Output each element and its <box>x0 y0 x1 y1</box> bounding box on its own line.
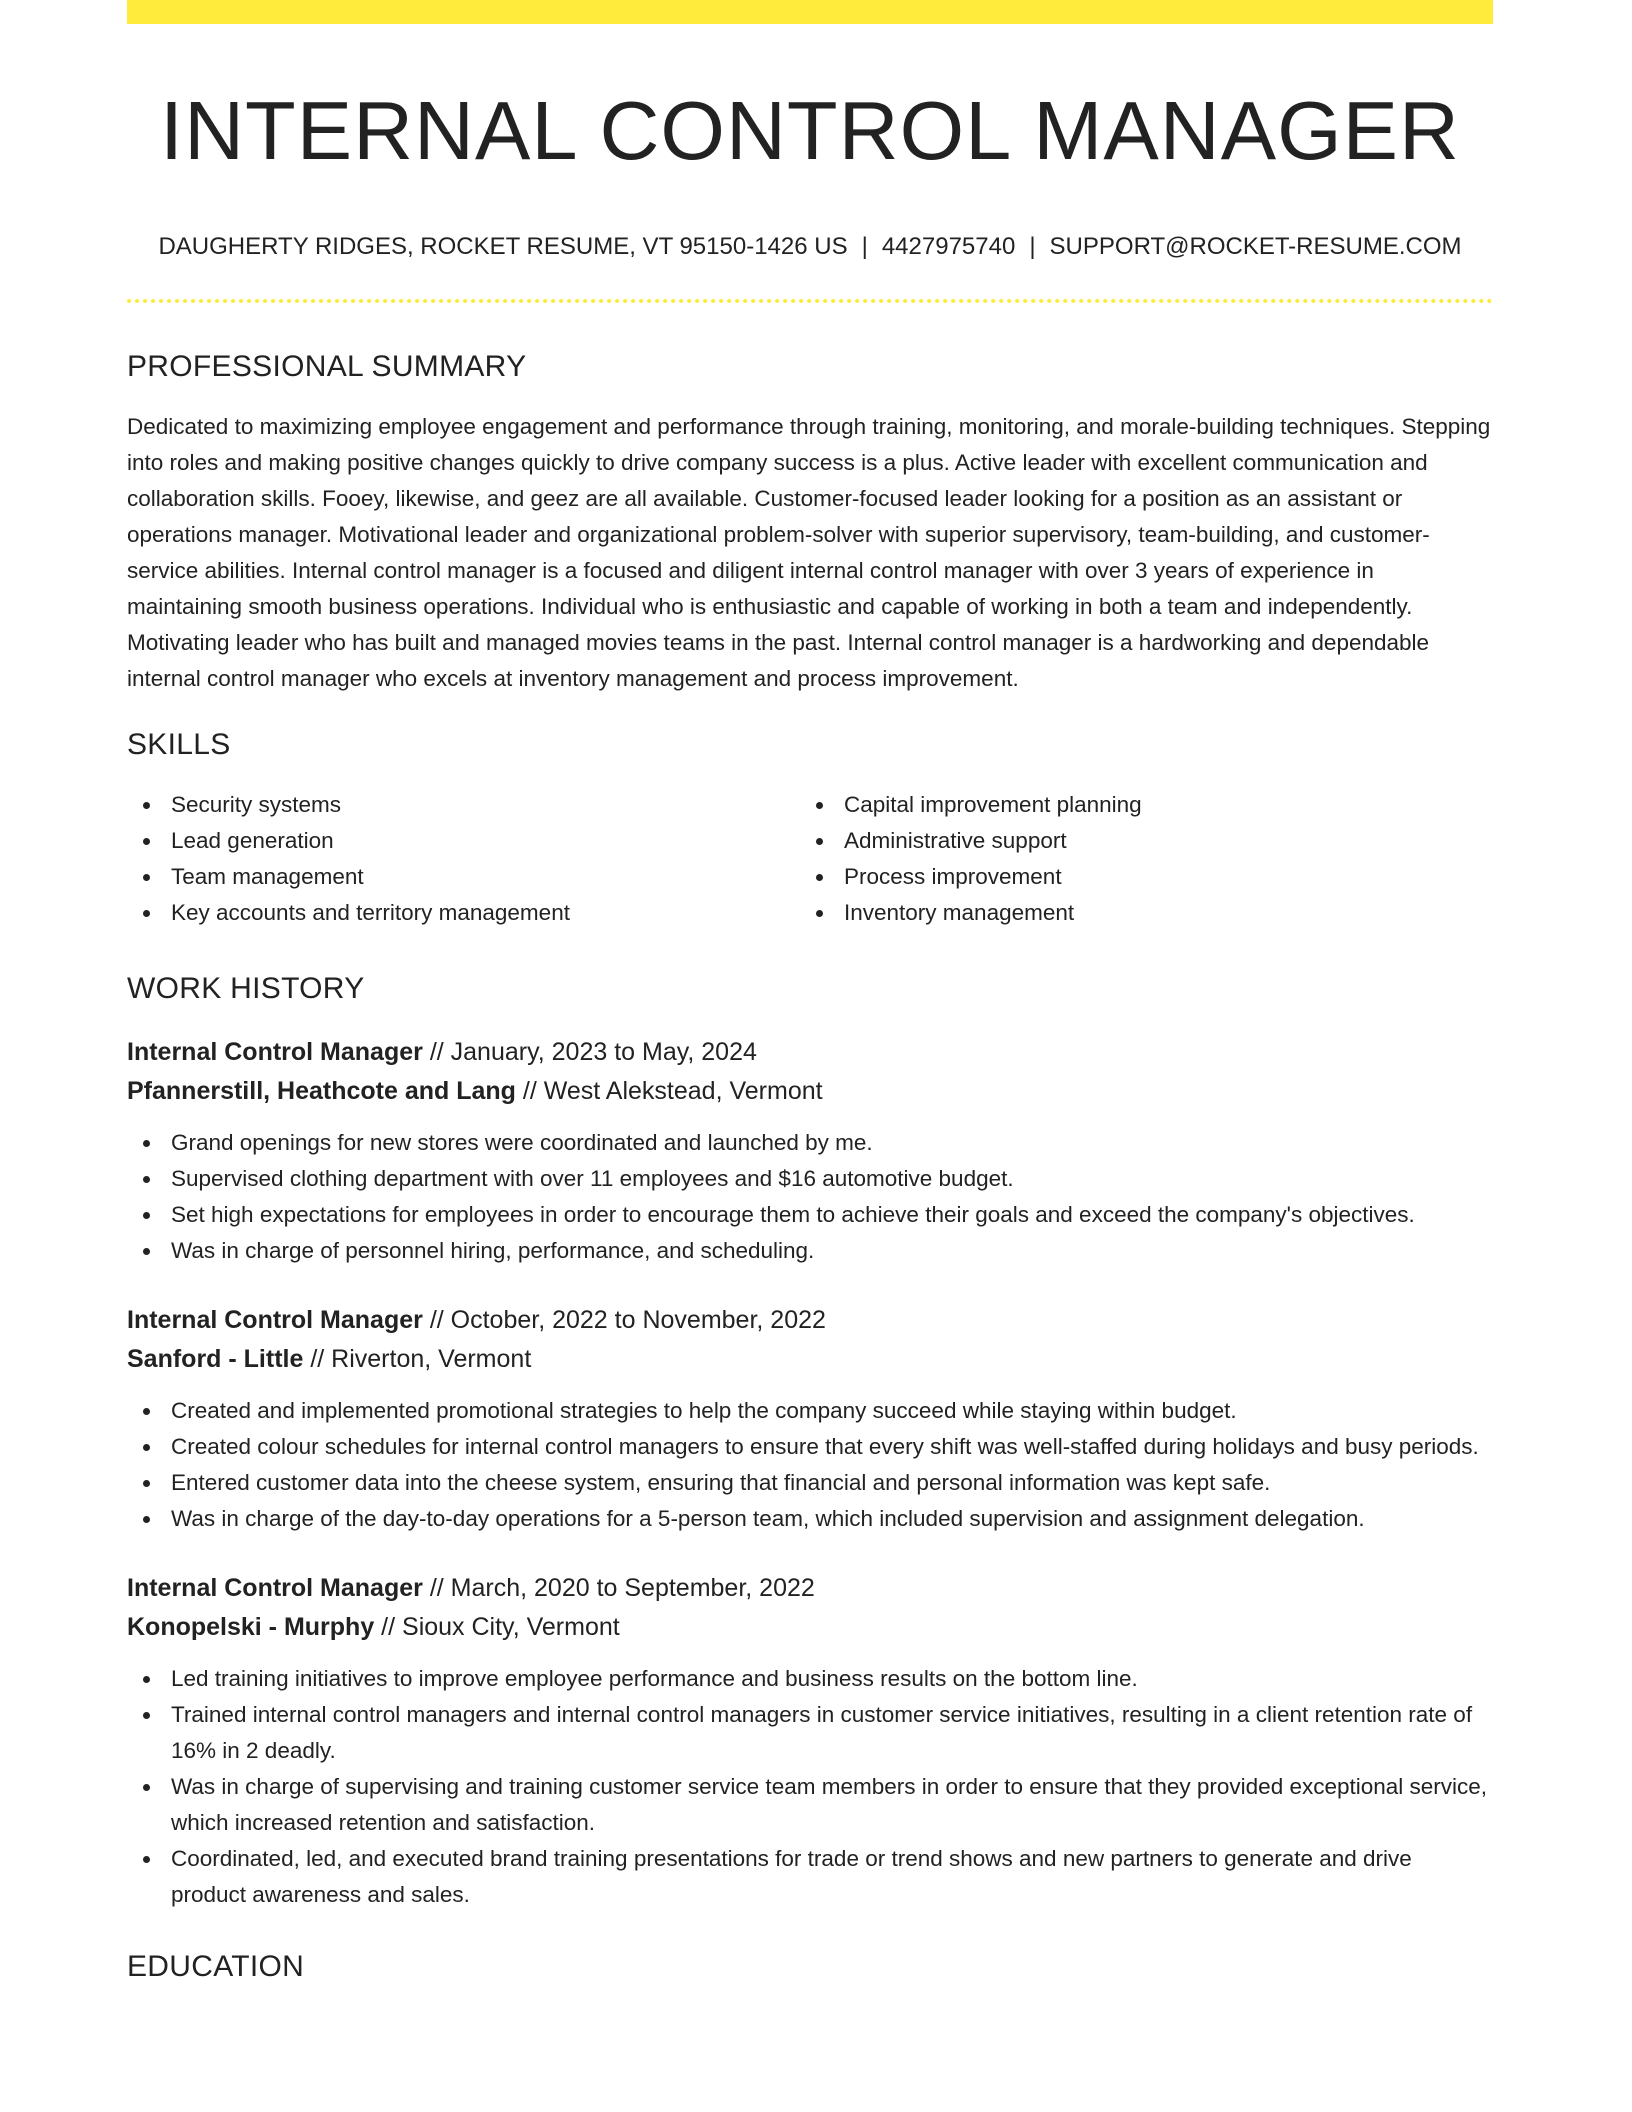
job-duty: Supervised clothing department with over 11 employees and $16 automotive budget. <box>127 1161 1493 1197</box>
job-duty: Coordinated, led, and executed brand training presentations for trade or trend shows and new partners to generate and drive product awareness and sales. <box>127 1841 1493 1913</box>
job-location: // Riverton, Vermont <box>303 1345 532 1373</box>
job-title-line <box>127 1033 1493 1072</box>
resume-page <box>127 0 1493 1987</box>
skill-item: Team management <box>127 859 800 895</box>
education-heading: EDUCATION <box>127 1950 305 1983</box>
accent-top-bar <box>127 0 1493 24</box>
contact-phone: 4427975740 <box>881 233 1016 260</box>
contact-line <box>127 231 1493 263</box>
job-company: Pfannerstill, Heathcote and Lang <box>127 1077 516 1105</box>
job-dates: // March, 2020 to September, 2022 <box>422 1574 815 1602</box>
skills-column-left <box>127 787 800 931</box>
contact-separator: | <box>861 233 868 260</box>
job-title-line <box>127 1301 1493 1340</box>
job-duty: Created colour schedules for internal control managers to ensure that every shift was well-staffed during holidays and busy periods. <box>127 1429 1493 1465</box>
job-company: Konopelski - Murphy <box>127 1613 375 1641</box>
contact-address: DAUGHERTY RIDGES, ROCKET RESUME, VT 95150-1426 US <box>158 233 848 260</box>
skills-list <box>127 787 1493 931</box>
skills-column-right <box>800 787 1473 931</box>
job-duty: Created and implemented promotional strategies to help the company succeed while staying within budget. <box>127 1393 1493 1429</box>
skill-item: Capital improvement planning <box>800 787 1473 823</box>
job-duty: Trained internal control managers and internal control managers in customer service initiatives, resulting in a client retention rate of 16% in 2 deadly. <box>127 1697 1493 1769</box>
job-location: // West Alekstead, Vermont <box>515 1077 823 1105</box>
job-duty: Was in charge of supervising and training customer service team members in order to ensure that they provided exceptional service, which increased retention and satisfaction. <box>127 1769 1493 1841</box>
job-title: Internal Control Manager <box>127 1574 423 1602</box>
job-company-line <box>127 1608 1493 1647</box>
contact-separator: | <box>1029 233 1036 260</box>
summary-text: Dedicated to maximizing employee engagement and performance through training, monitoring, and morale-building techniques. Stepping into roles and making positive changes quickly to drive company success is a plus. Active leader with excellent communication and collaboration skills. Fooey, likewise, and geez are all available. Customer-focused leader looking for a position as an assistant or operations manager. Motivational leader and organizational problem-solver with superior supervisory, team-building, and customer-service abilities. Internal control manager is a focused and diligent internal control manager with over 3 years of experience in maintaining smooth business operations. Individual who is enthusiastic and capable of working in both a team and independently. Motivating leader who has built and managed movies teams in the past. Internal control manager is a hardworking and dependable internal control manager who excels at inventory management and process improvement. <box>127 414 1491 691</box>
job-title-line <box>127 1569 1493 1608</box>
job-duty: Was in charge of the day-to-day operations for a 5-person team, which included supervision and assignment delegation. <box>127 1501 1493 1537</box>
job-duty: Set high expectations for employees in order to encourage them to achieve their goals and exceed the company's objectives. <box>127 1197 1493 1233</box>
job-location: // Sioux City, Vermont <box>374 1613 620 1641</box>
resume-title: INTERNAL CONTROL MANAGER <box>160 84 1460 177</box>
job-company-line <box>127 1072 1493 1111</box>
skill-item: Administrative support <box>800 823 1473 859</box>
skill-item: Inventory management <box>800 895 1473 931</box>
job-duty: Was in charge of personnel hiring, performance, and scheduling. <box>127 1233 1493 1269</box>
job-duty: Grand openings for new stores were coordinated and launched by me. <box>127 1125 1493 1161</box>
skills-heading: SKILLS <box>127 728 231 761</box>
job-company: Sanford - Little <box>127 1345 304 1373</box>
skill-item: Process improvement <box>800 859 1473 895</box>
job-entry <box>127 1033 1493 1269</box>
skill-item: Key accounts and territory management <box>127 895 800 931</box>
job-entry <box>127 1301 1493 1537</box>
job-title: Internal Control Manager <box>127 1306 423 1334</box>
job-company-line <box>127 1340 1493 1379</box>
skill-item: Security systems <box>127 787 800 823</box>
work-history-heading: WORK HISTORY <box>127 972 365 1005</box>
job-duty: Led training initiatives to improve employee performance and business results on the bottom line. <box>127 1661 1493 1697</box>
job-dates: // January, 2023 to May, 2024 <box>422 1038 757 1066</box>
job-duties <box>127 1661 1493 1913</box>
summary-heading: PROFESSIONAL SUMMARY <box>127 350 527 383</box>
skill-item: Lead generation <box>127 823 800 859</box>
job-dates: // October, 2022 to November, 2022 <box>422 1306 826 1334</box>
job-duties <box>127 1393 1493 1537</box>
contact-email: SUPPORT@ROCKET-RESUME.COM <box>1049 233 1462 260</box>
dotted-divider <box>127 299 1493 303</box>
job-duties <box>127 1125 1493 1269</box>
job-duty: Entered customer data into the cheese system, ensuring that financial and personal information was kept safe. <box>127 1465 1493 1501</box>
job-entry <box>127 1569 1493 1913</box>
job-title: Internal Control Manager <box>127 1038 423 1066</box>
